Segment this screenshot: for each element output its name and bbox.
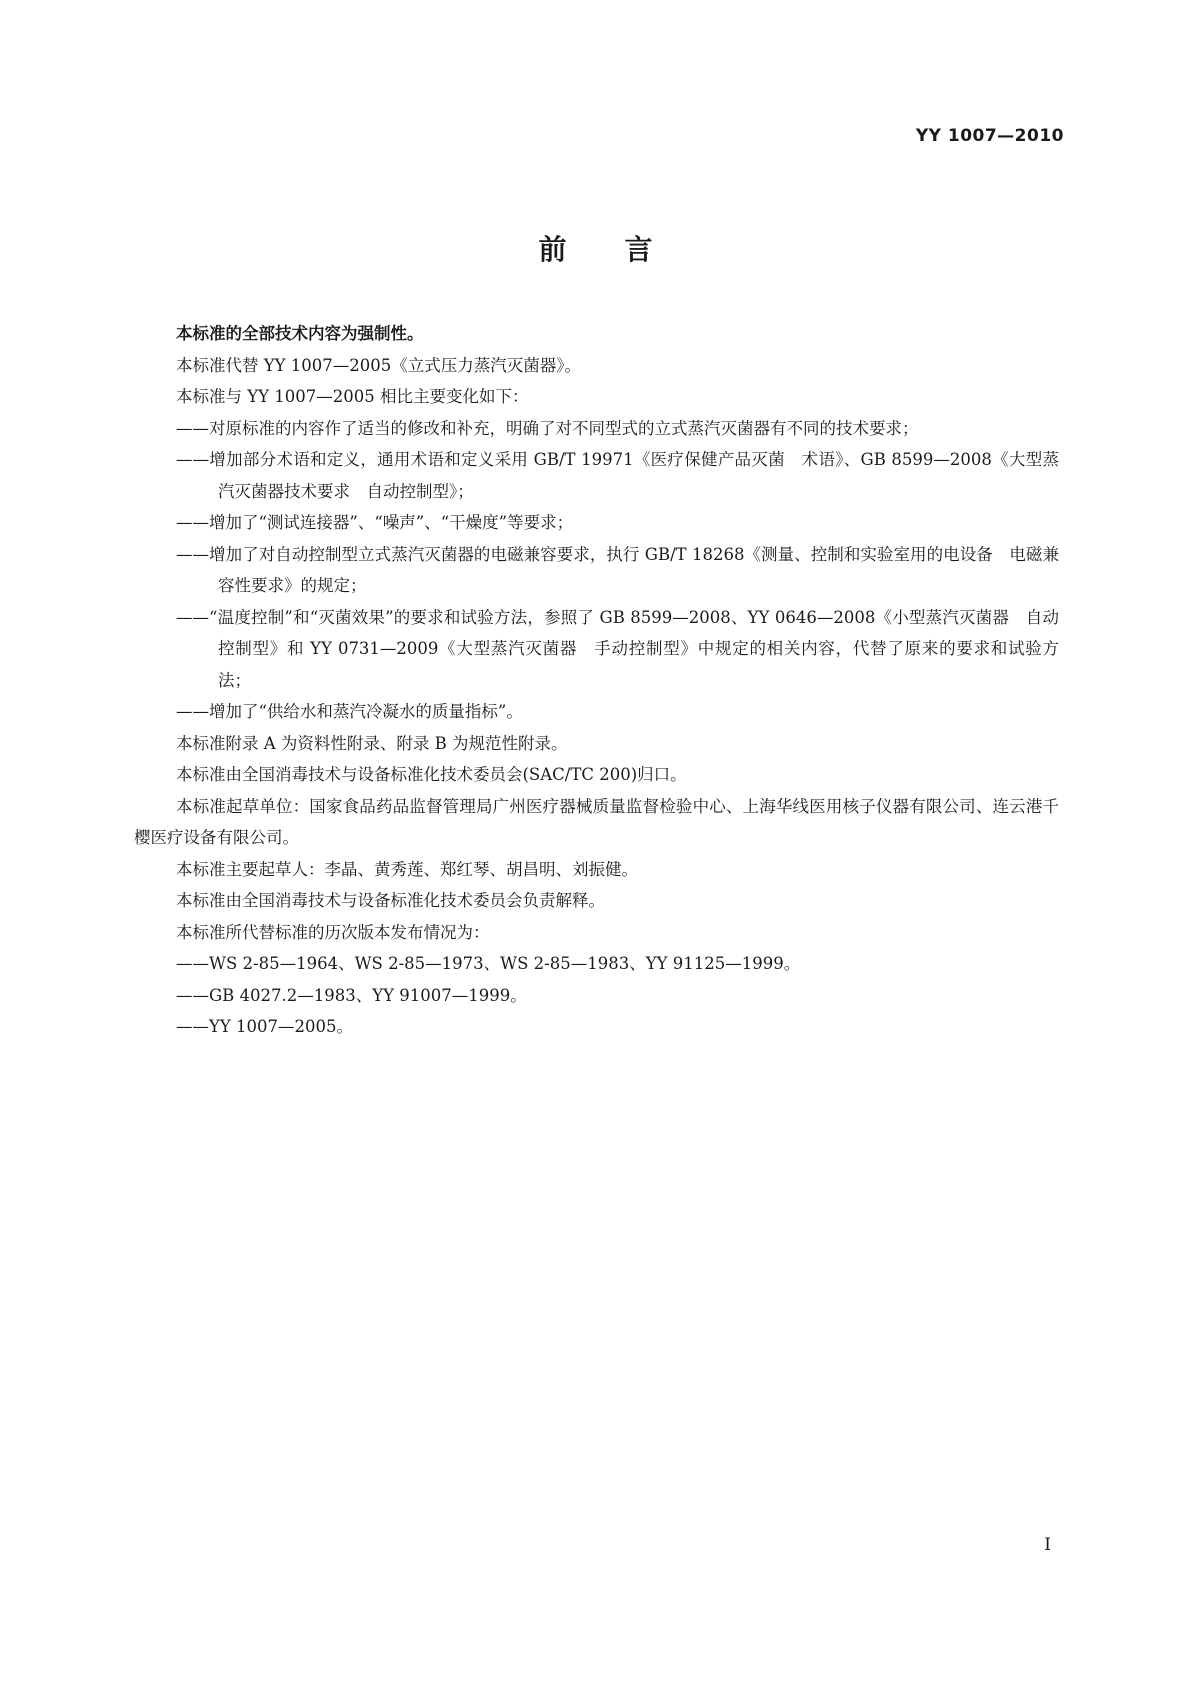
mandatory-statement: 本标准的全部技术内容为强制性。 bbox=[176, 324, 424, 343]
history-item: ——WS 2-85—1964、WS 2-85—1973、WS 2-85—1983、YY 91125—1999。 bbox=[176, 954, 801, 973]
change-item: ——增加了对自动控制型立式蒸汽灭菌器的电磁兼容要求，执行 GB/T 18268《测量、控制和实验室用的电设备 电磁兼容性要求》的规定； bbox=[176, 544, 1059, 595]
committee-statement: 本标准由全国消毒技术与设备标准化技术委员会(SAC/TC 200)归口。 bbox=[176, 765, 687, 784]
appendix-statement: 本标准附录 A 为资料性附录、附录 B 为规范性附录。 bbox=[176, 733, 568, 753]
standard-code: YY 1007—2010 bbox=[915, 126, 1064, 146]
change-item: ——增加部分术语和定义，通用术语和定义采用 GB/T 19971《医疗保健产品灭菌 术语》、GB 8599—2008《大型蒸汽灭菌器技术要求 自动控制型》； bbox=[176, 450, 1059, 501]
foreword-body bbox=[134, 318, 1059, 1043]
drafting-units: 本标准起草单位：国家食品药品监督管理局广州医疗器械质量监督检验中心、上海华线医用核子仪器有限公司、连云港千樱医疗设备有限公司。 bbox=[134, 796, 1059, 847]
replaces-statement: 本标准代替 YY 1007—2005《立式压力蒸汽灭菌器》。 bbox=[176, 355, 582, 375]
change-item: ——“温度控制”和“灭菌效果”的要求和试验方法，参照了 GB 8599—2008、YY 0646—2008《小型蒸汽灭菌器 自动控制型》和 YY 0731—2009《大型蒸汽灭菌器 手动控制型》中规定的相关内容，代替了原来的要求和试验方法； bbox=[176, 607, 1059, 690]
history-intro: 本标准所代替标准的历次版本发布情况为： bbox=[176, 922, 490, 942]
history-item: ——YY 1007—2005。 bbox=[176, 1017, 354, 1036]
interpretation-statement: 本标准由全国消毒技术与设备标准化技术委员会负责解释。 bbox=[176, 891, 605, 910]
change-item: ——对原标准的内容作了适当的修改和补充，明确了对不同型式的立式蒸汽灭菌器有不同的技术要求； bbox=[176, 418, 919, 438]
change-item: ——增加了“供给水和蒸汽冷凝水的质量指标”。 bbox=[176, 702, 523, 721]
change-item: ——增加了“测试连接器”、“噪声”、“干燥度”等要求； bbox=[176, 513, 574, 532]
changes-intro: 本标准与 YY 1007—2005 相比主要变化如下： bbox=[176, 387, 529, 406]
page-number: I bbox=[1044, 1535, 1051, 1555]
page-title: 前言 bbox=[538, 233, 711, 266]
drafters: 本标准主要起草人：李晶、黄秀莲、郑红琴、胡昌明、刘振健。 bbox=[176, 859, 638, 879]
history-item: ——GB 4027.2—1983、YY 91007—1999。 bbox=[176, 985, 527, 1005]
